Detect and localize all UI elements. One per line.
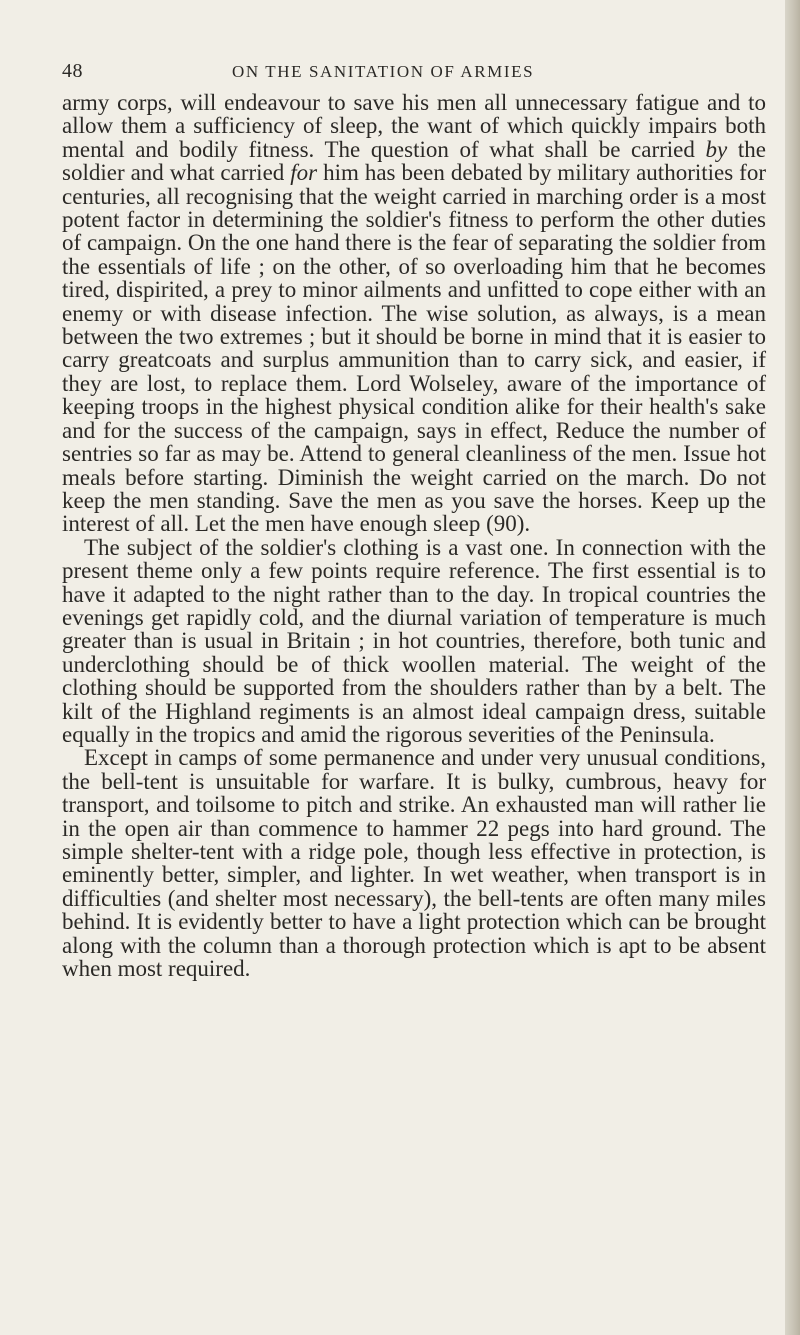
- paragraph-tents: [62, 746, 766, 980]
- italic-for: for: [290, 160, 318, 186]
- page-number: 48: [62, 60, 83, 82]
- paragraph-clothing: [62, 536, 766, 747]
- text-run: Except in camps of some permanence and under very unusual conditions, the bell-tent is unsuitable for warfare. It is bulky, cumbrous, heavy for transport, and toilsome to pitch and strike. An exhausted man will rather lie in the open air than commence to hammer 22 pegs into hard ground. The simple shelter-tent with a ridge pole, though less effective in protection, is eminently better, simpler, and lighter. In wet weather, when transport is in difficulties (and shelter most necessary), the bell-tents are often many miles behind. It is evidently better to have a light protection which can be brought along with the column than a thorough protection which is apt to be absent when most required.: [62, 745, 766, 982]
- text-run: him has been debated by military authorities for centuries, all recognising that the weight carried in marching order is a most potent factor in determining the soldier's fitness to perform the other duties of campaign. On the one hand there is the fear of separating the soldier from the essentials of life ; on the other, of so overloading him that he becomes tired, dispirited, a prey to minor ailments and unfitted to cope either with an enemy or with disease infection. The wise solution, as always, is a mean between the two extremes ; but it should be borne in mind that it is easier to carry greatcoats and surplus ammunition than to carry sick, and easier, if they are lost, to replace them. Lord Wolseley, aware of the importance of keeping troops in the highest physical condition alike for their health's sake and for the success of the campaign, says in effect, Reduce the number of sentries so far as may be. Attend to general cleanliness of the men. Issue hot meals before starting. Diminish the weight carried on the march. Do not keep the men standing. Save the men as you save the horses. Keep up the interest of all. Let the men have enough sleep (90).: [62, 160, 766, 537]
- page-edge-shadow: [785, 0, 800, 1335]
- text-run: army corps, will endeavour to save his men all unnecessary fatigue and to allow them a sufficiency of sleep, the want of which quickly impairs both mental and bodily fitness. The question of what shall be carried: [62, 90, 766, 162]
- page-header: [62, 60, 762, 88]
- text-run: The subject of the soldier's clothing is a vast one. In connection with the present theme only a few points require reference. The first essential is to have it adapted to the night rather than to the day. In tropical countries the evenings get rapidly cold, and the diurnal variation of temperature is much greater than is usual in Britain ; in hot countries, therefore, both tunic and underclothing should be of thick woollen material. The weight of the clothing should be supported from the shoulders rather than by a belt. The kilt of the Highland regiments is an almost ideal campaign dress, suitable equally in the tropics and amid the rigorous severities of the Peninsula.: [62, 534, 766, 747]
- italic-by: by: [705, 136, 728, 162]
- paragraph-marching-load: [62, 91, 766, 536]
- body-text: [62, 91, 766, 980]
- text-run: the soldier and what carried: [62, 136, 766, 186]
- running-title: ON THE SANITATION OF ARMIES: [232, 62, 535, 81]
